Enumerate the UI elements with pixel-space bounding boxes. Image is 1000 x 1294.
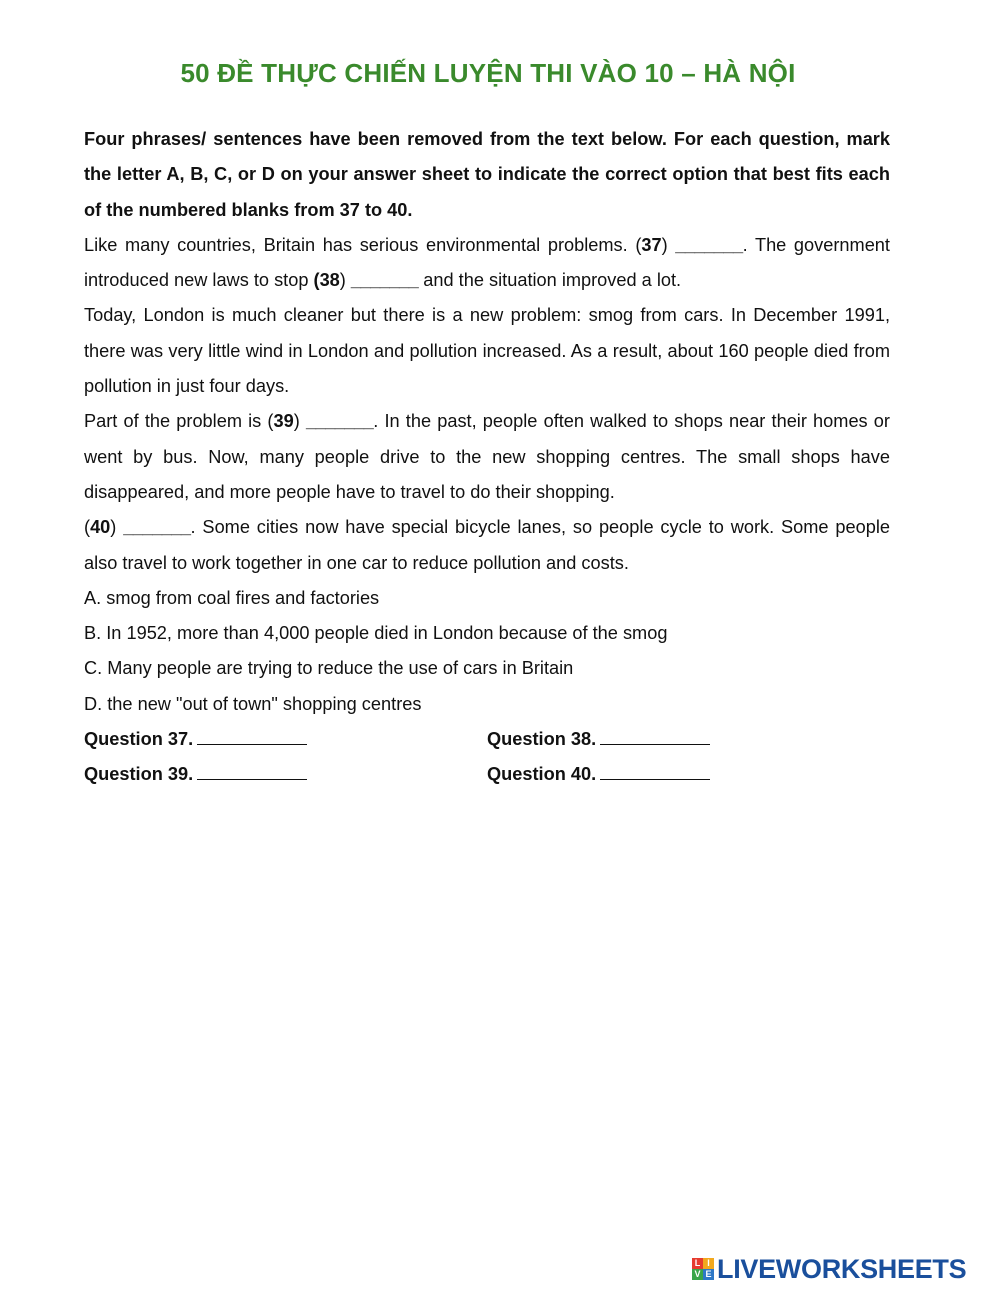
liveworksheets-logo-text: LIVEWORKSHEETS bbox=[717, 1253, 967, 1284]
page-title: 50 ĐỀ THỰC CHIẾN LUYỆN THI VÀO 10 – HÀ NỘI bbox=[180, 58, 796, 88]
logo-square-i: I bbox=[703, 1258, 714, 1269]
p3-text-after: . In the past, people often walked to shops near their homes or went by bus. Now, many people drive to the new shopping centres. The small shops have disappeared, and more people have to travel to do their shopping. bbox=[84, 411, 890, 502]
blank-number-39: 39 bbox=[273, 411, 294, 432]
option-d: D. the new "out of town" shopping centres bbox=[84, 693, 422, 714]
p1-text-mid2: ) bbox=[339, 270, 351, 291]
option-b: B. In 1952, more than 4,000 people died in London because of the smog bbox=[84, 623, 668, 644]
answer-field-38[interactable] bbox=[600, 724, 710, 745]
blank-39: _______ bbox=[305, 411, 374, 432]
answer-field-37[interactable] bbox=[197, 724, 307, 745]
answer-label-37: Question 37. bbox=[84, 729, 194, 750]
answer-field-39[interactable] bbox=[197, 759, 307, 780]
blank-number-37: 37 bbox=[641, 234, 662, 255]
p1-text-mid1: ) bbox=[661, 234, 676, 255]
logo-square-v: V bbox=[692, 1269, 703, 1280]
option-a: A. smog from coal fires and factories bbox=[84, 587, 380, 608]
option-c: C. Many people are trying to reduce the use of cars in Britain bbox=[84, 658, 574, 679]
p3-text-before: Part of the problem is ( bbox=[84, 411, 274, 432]
blank-37: _______ bbox=[675, 234, 743, 255]
answer-question-39 bbox=[84, 757, 487, 792]
p1-text-after2: and the situation improved a lot. bbox=[418, 270, 682, 291]
logo-square-e: E bbox=[703, 1269, 714, 1280]
answer-label-40: Question 40. bbox=[487, 764, 597, 785]
p3-text-mid: ) bbox=[293, 411, 306, 432]
blank-number-38: 38 bbox=[319, 270, 340, 291]
p1-text-after1: . The government introduced new laws to stop bbox=[84, 234, 890, 291]
blank-number-40: 40 bbox=[90, 517, 111, 538]
answer-question-37 bbox=[84, 722, 487, 757]
liveworksheets-logo[interactable] bbox=[692, 1254, 966, 1284]
blank-38: _______ bbox=[350, 270, 419, 291]
answer-row-2 bbox=[84, 757, 890, 792]
answer-question-40 bbox=[487, 757, 890, 792]
answer-label-38: Question 38. bbox=[487, 729, 597, 750]
p4-text-after: . Some cities now have special bicycle lanes, so people cycle to work. Some people also travel to work together in one car to reduce pollution and costs. bbox=[84, 517, 890, 573]
p1-text-before: Like many countries, Britain has serious environmental problems. ( bbox=[84, 234, 642, 255]
passage-paragraph-1 bbox=[84, 228, 890, 299]
p4-text-mid: ) bbox=[110, 517, 124, 538]
passage-paragraph-2: Today, London is much cleaner but there is a new problem: smog from cars. In December 1991, there was very little wind in London and pollution increased. As a result, about 160 people died from pollution in just four days. bbox=[84, 305, 890, 397]
p4-text-before: ( bbox=[84, 517, 91, 538]
p1-paren-open: ( bbox=[313, 270, 320, 291]
instructions: Four phrases/ sentences have been removed from the text below. For each question, mark the letter A, B, C, or D on your answer sheet to indicate the correct option that best fits each of the numbered blanks from 37 to 40. bbox=[84, 129, 890, 220]
answer-row-1 bbox=[84, 722, 890, 757]
passage-paragraph-3 bbox=[84, 404, 890, 510]
answer-field-40[interactable] bbox=[600, 759, 710, 780]
blank-40: _______ bbox=[123, 517, 191, 538]
answer-question-38 bbox=[487, 722, 890, 757]
logo-square-l: L bbox=[692, 1258, 703, 1269]
passage-paragraph-4 bbox=[84, 510, 890, 581]
liveworksheets-logo-icon bbox=[692, 1258, 714, 1280]
answer-label-39: Question 39. bbox=[84, 764, 194, 785]
worksheet-content bbox=[84, 122, 890, 793]
